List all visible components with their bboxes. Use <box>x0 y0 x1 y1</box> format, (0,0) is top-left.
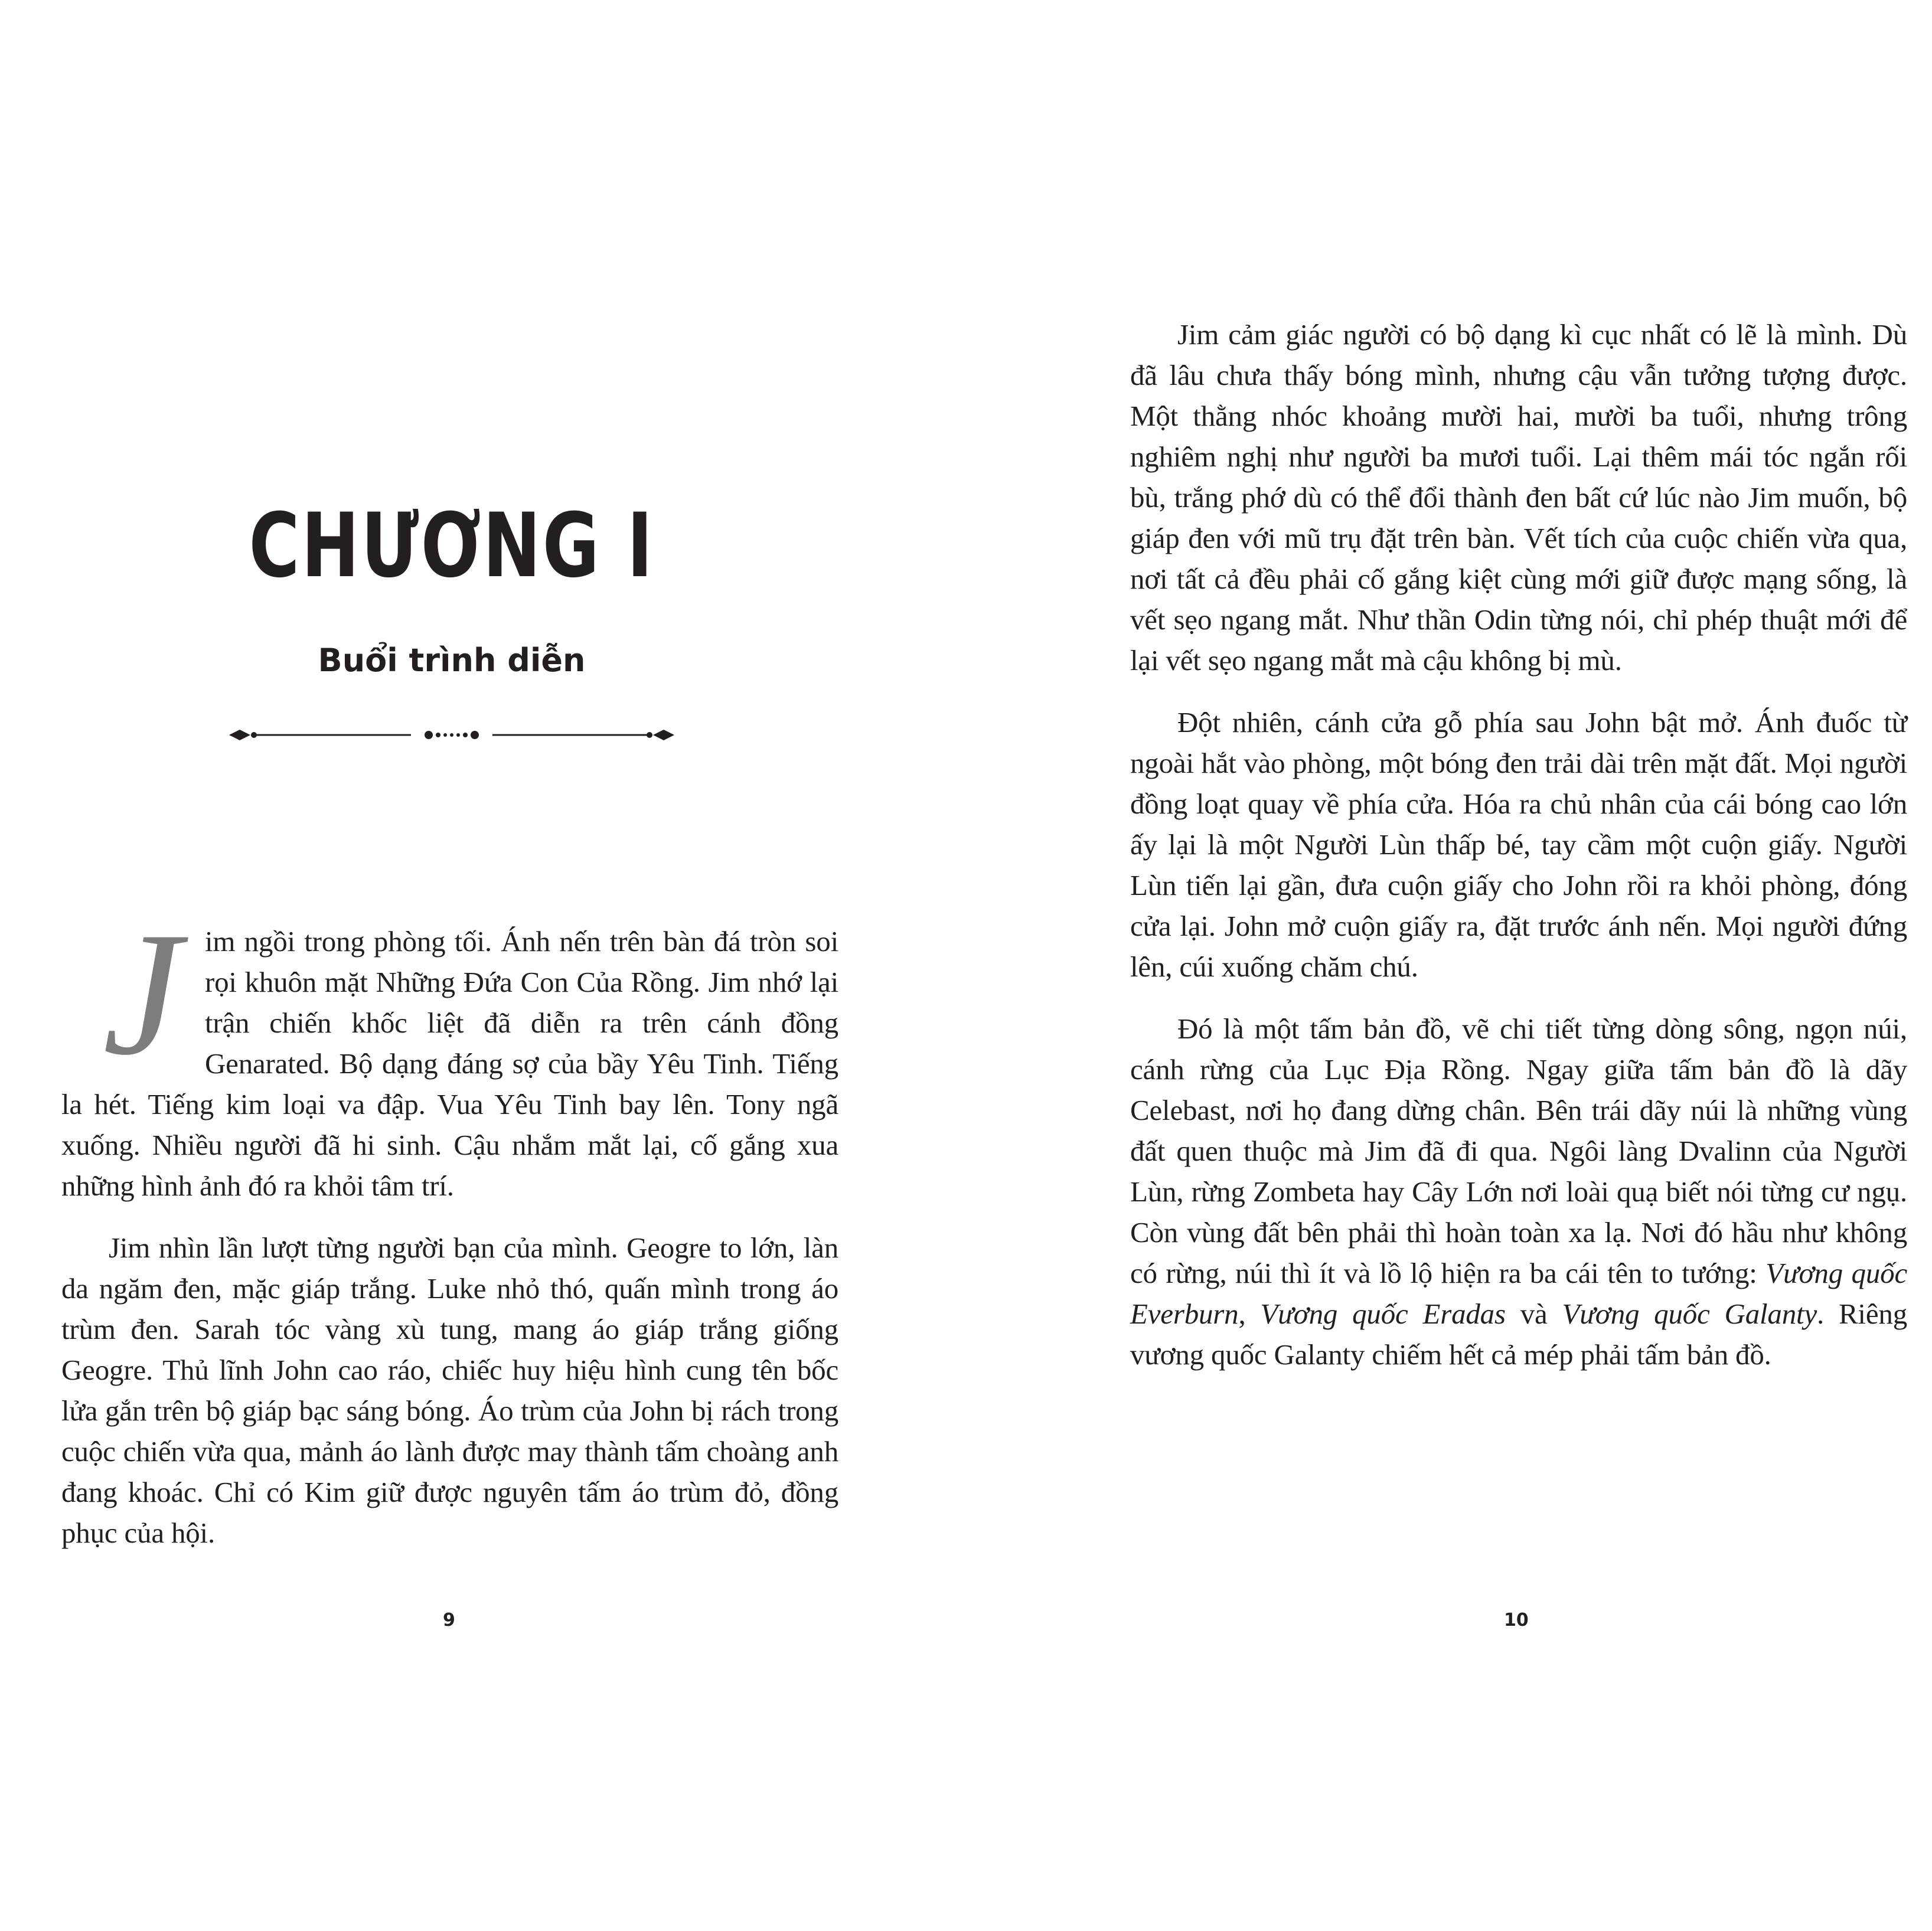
kingdom-eradas: Vương quốc Eradas <box>1260 1298 1506 1330</box>
chapter-divider-ornament <box>224 717 679 753</box>
paragraph-5 <box>1130 1008 1907 1375</box>
right-page <box>966 0 1932 1931</box>
kingdom-galanty: Vương quốc Galanty <box>1562 1298 1817 1330</box>
right-page-body <box>1130 314 1907 1396</box>
paragraph-1-text: im ngồi trong phòng tối. Ánh nến trên bàn đá tròn soi rọi khuôn mặt Những Đứa Con Của Rồng. Jim nhớ lại trận chiến khốc liệt đã diễn ra trên cánh đồng Genarated. Bộ dạng đáng sợ của bầy Yêu Tinh. Tiếng la hét. Tiếng kim loại va đập. Vua Yêu Tinh bay lên. Tony ngã xuống. Nhiều người đã hi sinh. Cậu nhắm mắt lại, cố gắng xua những hình ảnh đó ra khỏi tâm trí. <box>61 925 838 1202</box>
separator-1: , <box>1238 1298 1261 1330</box>
paragraph-3: Jim cảm giác người có bộ dạng kì cục nhất có lẽ là mình. Dù đã lâu chưa thấy bóng mình, nhưng cậu vẫn tưởng tượng được. Một thằng nhóc khoảng mười hai, mười ba tuổi, nhưng trông nghiêm nghị như người ba mươi tuổi. Lại thêm mái tóc ngắn rối bù, trắng phớ dù có thể đổi thành đen bất cứ lúc nào Jim muốn, bộ giáp đen với mũ trụ đặt trên bàn. Vết tích của cuộc chiến vừa qua, nơi tất cả đều phải cố gắng kiệt cùng mới giữ được mạng sống, là vết sẹo ngang mắt. Như thần Odin từng nói, chỉ phép thuật mới để lại vết sẹo ngang mắt mà cậu không bị mù. <box>1130 318 1907 677</box>
paragraph-5-text-a: Đó là một tấm bản đồ, vẽ chi tiết từng dòng sông, ngọn núi, cánh rừng của Lục Địa Rồng. Ngay giữa tấm bản đồ là dãy Celebast, nơi họ đang dừng chân. Bên trái dãy núi là những vùng đất quen thuộc mà Jim đã đi qua. Ngôi làng Dvalinn của Người Lùn, rừng Zombeta hay Cây Lớn nơi loài quạ biết nói từng cư ngụ. Còn vùng đất bên phải thì hoàn toàn xa lạ. Nơi đó hầu như không có rừng, núi thì ít và lồ lộ hiện ra ba cái tên to tướng: <box>1130 1012 1907 1289</box>
page-number-left: 9 <box>443 1610 455 1631</box>
separator-2: và <box>1505 1298 1562 1330</box>
paragraph-2: Jim nhìn lần lượt từng người bạn của mình. Geogre to lớn, làn da ngăm đen, mặc giáp trắng. Luke nhỏ thó, quấn mình trong áo trùm đen. Sarah tóc vàng xù tung, mang áo giáp trắng giống Geogre. Thủ lĩnh John cao ráo, chiếc huy hiệu hình cung tên bốc lửa gắn trên bộ giáp bạc sáng bóng. Áo trùm của John bị rách trong cuộc chiến vừa qua, mảnh áo lành được may thành tấm choàng anh đang khoác. Chỉ có Kim giữ được nguyên tấm áo trùm đỏ, đồng phục của hội. <box>61 1231 838 1549</box>
page-number-right: 10 <box>1504 1610 1529 1631</box>
paragraph-5-text-b: . Riêng vương quốc Galanty chiếm hết cả mép phải tấm bản đồ. <box>1130 1298 1907 1371</box>
kingdom-everburn: Vương quốc Everburn <box>1130 1257 1908 1330</box>
paragraph-4: Đột nhiên, cánh cửa gỗ phía sau John bật mở. Ánh đuốc từ ngoài hắt vào phòng, một bóng đen trải dài trên mặt đất. Mọi người đồng loạt quay về phía cửa. Hóa ra chủ nhân của cái bóng cao lớn ấy lại là một Người Lùn thấp bé, tay cầm một cuộn giấy. Người Lùn tiến lại gần, đưa cuộn giấy cho John rồi ra khỏi phòng, đóng cửa lại. John mở cuộn giấy ra, đặt trước ánh nến. Mọi người đứng lên, cúi xuống chăm chú. <box>1130 706 1907 983</box>
drop-cap: J <box>103 896 181 1092</box>
left-page-body <box>61 896 838 1574</box>
chapter-subtitle: Buổi trình diễn <box>318 642 586 679</box>
chapter-title: CHƯƠNG I <box>249 495 655 597</box>
paragraph-1 <box>61 896 838 1206</box>
